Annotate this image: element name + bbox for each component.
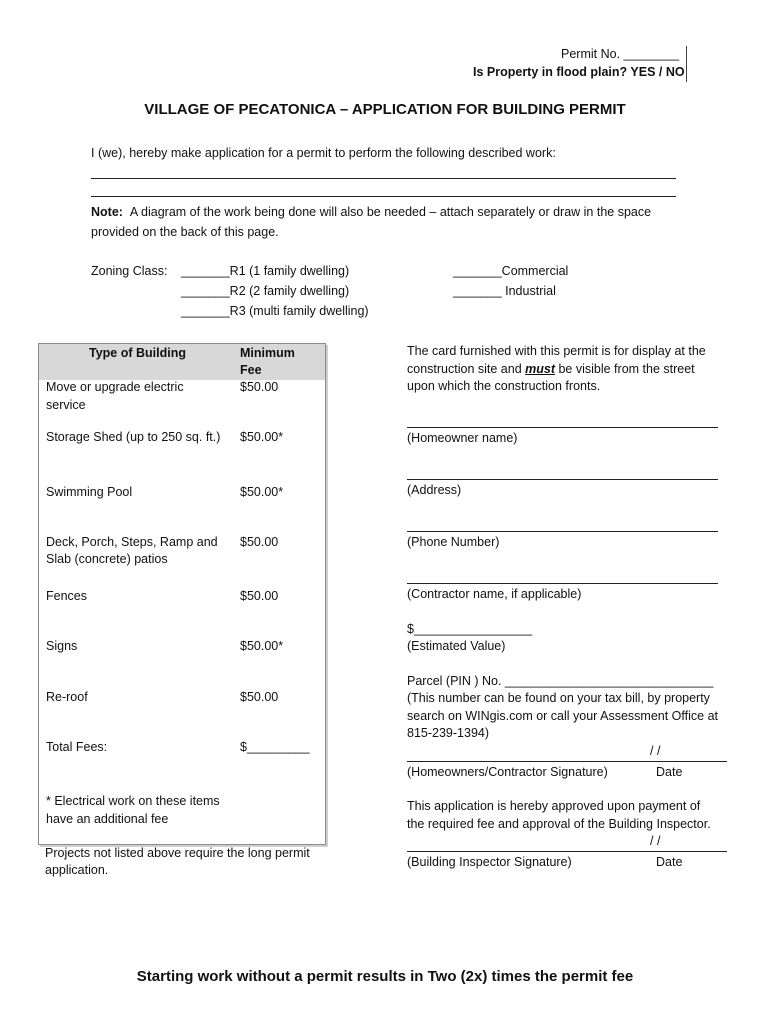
zoning-commercial[interactable]: _______Commercial	[453, 264, 569, 278]
footnote-line-1: * Electrical work on these items	[46, 794, 220, 808]
total-fees-label: Total Fees:	[46, 740, 108, 754]
row-shed-fee: $50.00*	[240, 430, 284, 444]
zoning-r2[interactable]: _______R2 (2 family dwelling)	[181, 284, 350, 298]
date-slashes-2: / /	[650, 834, 661, 848]
inspector-signature-label: (Building Inspector Signature)	[407, 855, 572, 869]
projects-note-1: Projects not listed above require the long permit	[45, 846, 310, 860]
header-type-of-building: Type of Building	[89, 346, 186, 360]
row-electric-name-2: service	[46, 398, 86, 412]
total-fees-input[interactable]: $_________	[240, 740, 310, 754]
footnote-line-2: have an additional fee	[46, 812, 169, 826]
estimated-value-input[interactable]: $_________________	[407, 622, 533, 636]
row-reroof-fee: $50.00	[240, 690, 279, 704]
note-line-1	[91, 204, 651, 221]
flood-plain-question[interactable]: Is Property in flood plain? YES / NO	[473, 65, 685, 79]
zoning-r3[interactable]: _______R3 (multi family dwelling)	[181, 304, 369, 318]
row-deck-name-2: Slab (concrete) patios	[46, 552, 168, 566]
contractor-line[interactable]	[407, 583, 718, 584]
date-label-1: Date	[656, 765, 683, 779]
row-signs-name: Signs	[46, 639, 78, 653]
footer-warning: Starting work without a permit results in Two (2x) times the permit fee	[136, 968, 634, 985]
date-label-2: Date	[656, 855, 683, 869]
parcel-help-3: 815-239-1394)	[407, 726, 490, 740]
card-text-2-post: be visible from the street	[555, 362, 695, 376]
phone-line[interactable]	[407, 531, 718, 532]
page-title: VILLAGE OF PECATONICA – APPLICATION FOR BUILDING PERMIT	[144, 101, 626, 118]
row-electric-name: Move or upgrade electric	[46, 380, 184, 394]
note-line-2: provided on the back of this page.	[91, 225, 279, 239]
card-text-1: The card furnished with this permit is for display at the	[407, 344, 706, 358]
header-fee: Fee	[240, 363, 262, 377]
header-divider	[686, 46, 687, 82]
row-reroof-name: Re-roof	[46, 690, 88, 704]
zoning-label: Zoning Class:	[91, 264, 168, 278]
card-text-3: upon which the construction fronts.	[407, 379, 601, 393]
estimated-value-label: (Estimated Value)	[407, 639, 506, 653]
approval-text-2: the required fee and approval of the Building Inspector.	[407, 817, 711, 831]
note-text-1: A diagram of the work being done will also be needed – attach separately or draw in the space	[129, 205, 652, 219]
parcel-help-1: (This number can be found on your tax bill, by property	[407, 691, 710, 705]
permit-number-field[interactable]: Permit No. ________	[561, 47, 680, 61]
header-minimum-fee: Minimum	[240, 346, 295, 360]
work-description-line-1[interactable]	[91, 178, 676, 179]
homeowner-name-line[interactable]	[407, 427, 718, 428]
homeowner-name-label: (Homeowner name)	[407, 431, 518, 445]
row-shed-name: Storage Shed (up to 250 sq. ft.)	[46, 430, 221, 444]
card-text-2	[407, 361, 695, 378]
contractor-label: (Contractor name, if applicable)	[407, 587, 582, 601]
inspector-signature-line[interactable]	[407, 851, 727, 852]
row-electric-fee: $50.00	[240, 380, 279, 394]
work-description-line-2[interactable]	[91, 196, 676, 197]
row-fences-name: Fences	[46, 589, 87, 603]
zoning-r1[interactable]: _______R1 (1 family dwelling)	[181, 264, 350, 278]
row-deck-name: Deck, Porch, Steps, Ramp and	[46, 535, 218, 549]
projects-note-2: application.	[45, 863, 109, 877]
address-label: (Address)	[407, 483, 462, 497]
row-signs-fee: $50.00*	[240, 639, 284, 653]
address-line[interactable]	[407, 479, 718, 480]
row-fences-fee: $50.00	[240, 589, 279, 603]
parcel-pin-field[interactable]: Parcel (PIN ) No. ______________________________	[407, 674, 714, 688]
parcel-help-2: search on WINgis.com or call your Assessment Office at	[407, 709, 718, 723]
phone-label: (Phone Number)	[407, 535, 500, 549]
homeowner-signature-label: (Homeowners/Contractor Signature)	[407, 765, 608, 779]
row-deck-fee: $50.00	[240, 535, 279, 549]
zoning-industrial[interactable]: _______ Industrial	[453, 284, 556, 298]
note-label: Note:	[91, 205, 123, 219]
card-text-2-pre: construction site and	[407, 362, 526, 376]
intro-text: I (we), hereby make application for a permit to perform the following described work:	[91, 146, 556, 160]
homeowner-signature-line[interactable]	[407, 761, 727, 762]
card-text-must: must	[525, 362, 555, 376]
approval-text-1: This application is hereby approved upon payment of	[407, 799, 701, 813]
row-pool-fee: $50.00*	[240, 485, 284, 499]
fee-table	[38, 343, 326, 845]
date-slashes-1: / /	[650, 744, 661, 758]
row-pool-name: Swimming Pool	[46, 485, 133, 499]
